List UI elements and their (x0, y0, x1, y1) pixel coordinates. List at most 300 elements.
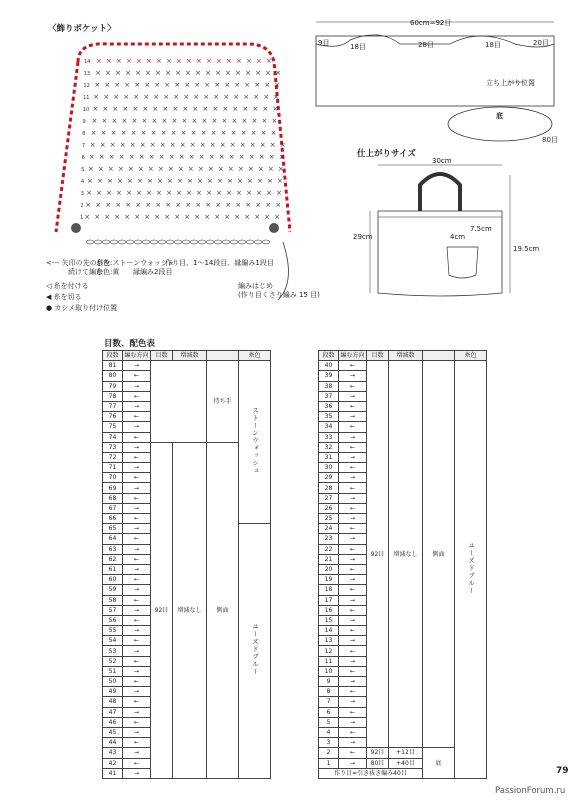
stitch-mark: × (129, 141, 136, 149)
plan-seg4: 18目 (485, 41, 501, 49)
stitch-mark: × (194, 213, 201, 221)
cell-direction: ← (339, 646, 367, 656)
stitch-mark: × (145, 69, 151, 77)
cell-count: 92目 (367, 361, 389, 748)
cell-color-2 (239, 524, 271, 779)
cell: 1 (319, 758, 339, 768)
cell-row: 40 (319, 361, 339, 371)
cell-direction: → (123, 361, 151, 371)
stitch-mark: × (133, 93, 140, 101)
stitch-mark: × (226, 189, 232, 197)
stitch-mark: × (277, 165, 284, 173)
cell-foundation: 作り目=引き抜き編み40目 (319, 768, 423, 778)
cell-direction: → (123, 564, 151, 574)
chain-stitch (199, 240, 206, 244)
th-rows: 段数 (319, 351, 339, 361)
cell-direction: → (123, 524, 151, 534)
stitch-mark: × (130, 129, 137, 137)
th-part (423, 351, 455, 361)
cell-row: 74 (103, 432, 123, 442)
stitch-mark: × (245, 69, 251, 77)
pocket-row-number: 3 (80, 191, 84, 197)
cell-direction: ← (123, 412, 151, 422)
stitch-mark: × (100, 129, 107, 137)
stitch-mark: × (162, 105, 169, 113)
table-right (318, 350, 487, 779)
stitch-mark: × (204, 213, 211, 221)
stitch-mark: × (210, 129, 217, 137)
cell-direction: ← (339, 524, 367, 534)
chain-stitch (87, 240, 94, 244)
legend-yarn1-rows: 作り目、1〜14段目、縁編み1段目 (165, 259, 274, 267)
table-row (103, 361, 271, 371)
chain-stitch (135, 240, 142, 244)
cell-row: 56 (103, 615, 123, 625)
th-count: 目数 (367, 351, 389, 361)
stitch-mark: × (99, 141, 106, 149)
chain-stitch (231, 240, 238, 244)
stitch-mark: × (126, 189, 132, 197)
stitch-mark: × (86, 189, 92, 197)
cell-direction: ← (339, 707, 367, 717)
stitch-mark: × (84, 213, 91, 221)
cell: 80目 (367, 758, 389, 768)
stitch-mark: × (235, 69, 241, 77)
stitch-mark: × (224, 213, 231, 221)
stitch-mark: × (257, 165, 264, 173)
cell-direction: ← (123, 371, 151, 381)
stitch-mark: × (125, 69, 131, 77)
stitch-mark: × (229, 141, 236, 149)
cell-row: 35 (319, 412, 339, 422)
stitch-mark: × (194, 81, 201, 89)
stitch-mark: × (172, 105, 179, 113)
cell-direction: → (339, 391, 367, 401)
cell-row: 34 (319, 422, 339, 432)
stitch-mark: × (263, 93, 270, 101)
finished-pocket-width: 4cm (450, 233, 466, 241)
stitch-mark: × (196, 57, 202, 65)
cell-direction: → (123, 687, 151, 697)
stitch-mark: × (155, 69, 161, 77)
cell-direction: ← (123, 677, 151, 687)
cell-row: 54 (103, 636, 123, 646)
stitch-mark: × (232, 105, 239, 113)
plan-seg5: 20目 (533, 39, 549, 47)
stitch-mark: × (200, 129, 207, 137)
stitch-mark: × (183, 93, 190, 101)
stitch-mark: × (163, 93, 170, 101)
cell-row: 71 (103, 463, 123, 473)
stitch-mark: × (173, 93, 180, 101)
stitch-mark: × (165, 69, 171, 77)
cell-direction: ← (339, 626, 367, 636)
stitch-mark: × (168, 153, 175, 161)
stitch-mark: × (273, 93, 280, 101)
chain-stitch (151, 240, 158, 244)
stitch-mark: × (224, 81, 231, 89)
cell-direction: ← (123, 656, 151, 666)
chain-stitch (191, 240, 198, 244)
legend-attach: ◁ 糸を付ける (46, 282, 89, 290)
stitch-mark: × (139, 141, 146, 149)
cell-row: 65 (103, 524, 123, 534)
stitch-mark: × (264, 81, 271, 89)
stitch-mark: × (104, 81, 111, 89)
stitch-mark: × (92, 105, 99, 113)
stitch-mark: × (222, 105, 229, 113)
stitch-mark: × (211, 117, 218, 125)
stitch-mark: × (228, 153, 235, 161)
stitch-mark: × (204, 81, 211, 89)
stitch-mark: × (212, 105, 219, 113)
cell-row: 16 (319, 605, 339, 615)
th-change: 増減数 (173, 351, 207, 361)
stitch-mark: × (274, 213, 281, 221)
cell-direction: ← (339, 727, 367, 737)
stitch-mark: × (205, 69, 211, 77)
cell-direction: ← (123, 391, 151, 401)
cell-row: 52 (103, 656, 123, 666)
cell-row: 32 (319, 442, 339, 452)
pocket-row-number: 11 (83, 95, 90, 101)
stitch-mark: × (105, 201, 112, 209)
cell-row: 14 (319, 626, 339, 636)
cell-direction: → (123, 727, 151, 737)
stitch-mark: × (230, 129, 237, 137)
chain-stitch (263, 240, 270, 244)
cell-direction: → (123, 442, 151, 452)
chain-stitch (215, 240, 222, 244)
cell-direction: ← (123, 636, 151, 646)
stitch-mark: × (246, 189, 252, 197)
stitch-mark: × (262, 105, 269, 113)
cell-direction: ← (339, 361, 367, 371)
stitch-mark: × (244, 81, 251, 89)
stitch-mark: × (152, 105, 159, 113)
cell-row: 81 (103, 361, 123, 371)
stitch-mark: × (197, 165, 204, 173)
cell-row: 31 (319, 452, 339, 462)
cell-side: 側面 (207, 442, 239, 778)
color-usedblue: ユーズドブルー (251, 623, 259, 676)
stitch-mark: × (114, 81, 121, 89)
cell-change: 増減なし (173, 442, 207, 778)
cell-row: 68 (103, 493, 123, 503)
cell-direction: ← (123, 554, 151, 564)
legend-bead: ● カシメ取り付け位置 (46, 304, 118, 312)
stitch-mark: × (181, 117, 188, 125)
stitch-mark: × (238, 153, 245, 161)
cell-direction: → (123, 503, 151, 513)
legend-cut: ◀ 糸を切る (46, 293, 82, 301)
stitch-mark: × (266, 189, 272, 197)
cell-row: 51 (103, 666, 123, 676)
stitch-mark: × (176, 57, 182, 65)
stitch-mark: × (195, 201, 202, 209)
cell-direction: ← (339, 463, 367, 473)
stitch-mark: × (89, 141, 96, 149)
stitch-mark: × (260, 129, 267, 137)
stitch-mark: × (175, 201, 182, 209)
cell-bottom: 底 (423, 748, 455, 779)
cell-row: 49 (103, 687, 123, 697)
stitch-mark: × (236, 189, 242, 197)
stitch-mark: × (90, 129, 97, 137)
stitch-mark: × (257, 177, 263, 185)
cell-side: 側面 (423, 361, 455, 748)
stitch-mark: × (161, 117, 168, 125)
stitch-mark: × (121, 117, 128, 125)
finished-size-title: 仕上がりサイズ (357, 149, 416, 159)
cell-handle: 持ち手 (207, 361, 239, 443)
chain-stitch (223, 240, 230, 244)
cell-row: 58 (103, 595, 123, 605)
stitch-mark: × (208, 153, 215, 161)
stitch-mark: × (184, 213, 191, 221)
th-count: 目数 (151, 351, 173, 361)
cell-direction: ← (339, 381, 367, 391)
stitch-mark: × (159, 141, 166, 149)
cell-row: 36 (319, 401, 339, 411)
stitch-mark: × (275, 69, 281, 77)
cell-direction: → (339, 473, 367, 483)
cell: +40目 (389, 758, 423, 768)
cell-row: 37 (319, 391, 339, 401)
stitch-mark: × (108, 153, 115, 161)
stitch-mark: × (112, 105, 119, 113)
cell-row: 44 (103, 738, 123, 748)
stitch-mark: × (214, 81, 221, 89)
pocket-title: 〈飾りポケット〉 (48, 24, 116, 34)
stitch-mark: × (191, 117, 198, 125)
stitch-mark: × (124, 81, 131, 89)
cell-row: 50 (103, 677, 123, 687)
stitch-mark: × (154, 213, 161, 221)
cell-direction: → (123, 401, 151, 411)
stitch-mark: × (185, 69, 191, 77)
stitch-mark: × (114, 213, 121, 221)
bead-right-icon (269, 223, 279, 233)
pocket-row-number: 10 (82, 107, 90, 113)
stitch-mark: × (268, 153, 275, 161)
cell-direction: → (123, 707, 151, 717)
stitch-mark: × (239, 141, 246, 149)
cell: → (339, 758, 367, 768)
stitch-mark: × (97, 165, 104, 173)
stitch-mark: × (253, 93, 260, 101)
stitch-mark: × (206, 57, 212, 65)
stitch-mark: × (235, 201, 242, 209)
cell-row: 42 (103, 758, 123, 768)
stitch-mark: × (104, 213, 111, 221)
stitch-mark: × (202, 105, 209, 113)
stitch-mark: × (187, 177, 193, 185)
cell: 2 (319, 748, 339, 758)
stitch-mark: × (179, 141, 186, 149)
stitch-mark: × (187, 165, 194, 173)
stitch-mark: × (117, 177, 123, 185)
cell-row: 7 (319, 697, 339, 707)
stitch-mark: × (225, 69, 231, 77)
stitch-mark: × (134, 81, 141, 89)
stitch-mark: × (176, 189, 182, 197)
stitch-mark: × (103, 93, 110, 101)
stitch-mark: × (142, 105, 149, 113)
stitch-mark: × (225, 201, 232, 209)
stitch-mark: × (247, 165, 254, 173)
stitch-mark: × (127, 165, 134, 173)
pocket-row-number: 6 (81, 155, 85, 161)
stitch-mark: × (215, 201, 222, 209)
cell-row: 41 (103, 768, 123, 778)
cell-direction: → (339, 554, 367, 564)
stitch-mark: × (192, 105, 199, 113)
cell-row: 55 (103, 626, 123, 636)
stitch-mark: × (101, 117, 108, 125)
stitch-mark: × (158, 153, 165, 161)
stitch-mark: × (141, 117, 148, 125)
stitch-mark: × (189, 141, 196, 149)
cell: +12目 (389, 748, 423, 758)
stitch-mark: × (147, 177, 153, 185)
stitch-mark: × (217, 177, 223, 185)
cell-direction: → (123, 463, 151, 473)
stitch-mark: × (115, 201, 122, 209)
cell-row: 13 (319, 636, 339, 646)
chain-stitch (143, 240, 150, 244)
stitch-mark: × (164, 81, 171, 89)
stitch-mark: × (135, 201, 142, 209)
cell-row: 33 (319, 432, 339, 442)
stitch-mark: × (223, 93, 230, 101)
stitch-mark: × (276, 189, 282, 197)
cell-row: 39 (319, 371, 339, 381)
stitch-mark: × (169, 141, 176, 149)
stitch-mark: × (277, 177, 283, 185)
stitch-mark: × (136, 189, 142, 197)
cell-row: 73 (103, 442, 123, 452)
stitch-mark: × (254, 213, 261, 221)
stitch-mark: × (146, 189, 152, 197)
cell-row: 66 (103, 514, 123, 524)
stitch-mark: × (218, 153, 225, 161)
cell-direction: → (339, 595, 367, 605)
stitch-mark: × (217, 165, 224, 173)
th-color: 糸色 (455, 351, 487, 361)
stitch-mark: × (148, 153, 155, 161)
cell-direction: → (339, 412, 367, 422)
stitch-mark: × (128, 153, 135, 161)
cell-row: 30 (319, 463, 339, 473)
cell-direction: → (123, 646, 151, 656)
stitch-mark: × (199, 141, 206, 149)
stitch-mark: × (155, 201, 162, 209)
stitch-mark: × (147, 165, 154, 173)
stitch-mark: × (123, 93, 130, 101)
cell-direction: → (339, 432, 367, 442)
chain-stitch (247, 240, 254, 244)
stitch-mark: × (246, 57, 252, 65)
cell-direction: ← (123, 452, 151, 462)
cell-row: 69 (103, 483, 123, 493)
stitch-mark: × (251, 117, 258, 125)
cell-direction: → (123, 422, 151, 432)
stitch-mark: × (227, 177, 233, 185)
cell-row: 77 (103, 401, 123, 411)
cell-color (455, 361, 487, 779)
cell-direction: → (339, 514, 367, 524)
finished-width: 30cm (432, 157, 452, 165)
stitch-mark: × (267, 165, 274, 173)
stitch-mark: × (167, 165, 174, 173)
chain-stitch (95, 240, 102, 244)
stitch-mark: × (144, 81, 151, 89)
pocket-row-number: 2 (80, 203, 84, 209)
cell-row: 19 (319, 575, 339, 585)
stitch-mark: × (196, 189, 202, 197)
stitch-mark: × (156, 57, 162, 65)
stitch-mark: × (195, 69, 201, 77)
stitch-mark: × (118, 153, 125, 161)
stitch-mark: × (193, 93, 200, 101)
cell-direction: → (123, 626, 151, 636)
chain-stitch (127, 240, 134, 244)
stitch-mark: × (275, 201, 282, 209)
finished-handle-height: 19.5cm (513, 245, 540, 253)
plan-bottom: 底 (496, 112, 503, 120)
cell-direction: → (339, 575, 367, 585)
cell-direction: ← (123, 615, 151, 625)
cell-change: 増減なし (389, 361, 423, 748)
start-note: (作り目くさり編み 15 目) (238, 291, 320, 299)
cell-row: 67 (103, 503, 123, 513)
page-number: 79 (556, 766, 569, 776)
legend-arrow-line1: <--- 矢印の先の目を (46, 259, 111, 267)
cell-direction: ← (339, 422, 367, 432)
stitch-mark: × (175, 69, 181, 77)
stitch-mark: × (157, 177, 163, 185)
stitch-mark: × (115, 69, 121, 77)
stitch-mark: × (132, 105, 139, 113)
cell-direction: → (123, 544, 151, 554)
chain-stitch (159, 240, 166, 244)
stitch-mark: × (256, 57, 262, 65)
stitch-mark: × (174, 81, 181, 89)
stitch-mark: × (110, 129, 117, 137)
stitch-mark: × (266, 57, 272, 65)
stitch-mark: × (165, 201, 172, 209)
stitch-mark: × (145, 201, 152, 209)
stitch-mark: × (254, 81, 261, 89)
cell-direction: ← (339, 687, 367, 697)
plan-bottom-count: 80目 (542, 136, 558, 144)
finished-bag-diagram (350, 155, 540, 305)
cell-direction: → (339, 371, 367, 381)
stitch-mark: × (203, 93, 210, 101)
stitch-mark: × (106, 189, 112, 197)
stitch-mark: × (174, 213, 181, 221)
stitch-mark: × (186, 189, 192, 197)
stitch-mark: × (220, 129, 227, 137)
cell-row: 63 (103, 544, 123, 554)
stitch-mark: × (242, 105, 249, 113)
stitch-mark: × (137, 177, 143, 185)
plan-seg2: 18目 (350, 43, 366, 51)
watermark: PassionForum.ru (495, 786, 566, 796)
stitch-mark: × (245, 201, 252, 209)
cell-direction: → (339, 534, 367, 544)
